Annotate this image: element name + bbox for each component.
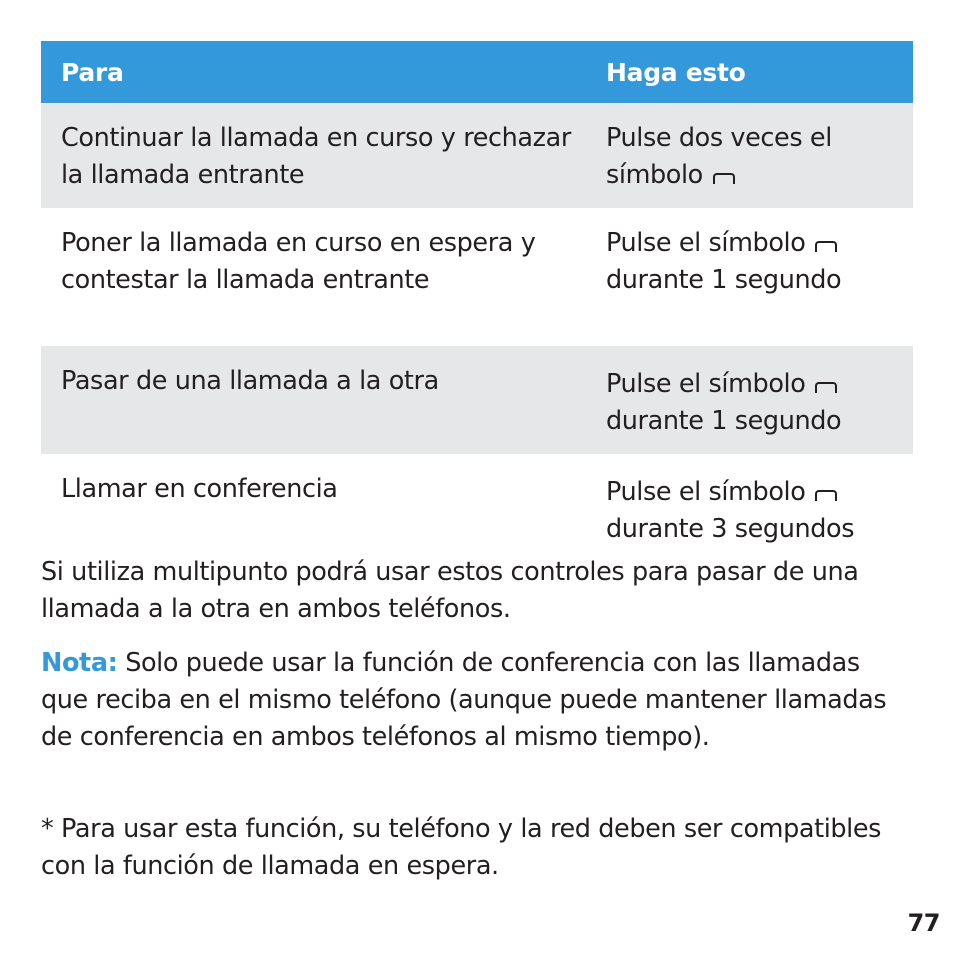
call-button-icon — [815, 490, 837, 501]
instruction-text: Pulse dos veces el símbolo — [606, 123, 832, 190]
note-label: Nota: — [41, 648, 118, 678]
row-instruction — [586, 346, 913, 454]
instruction-text: Pulse el símbolo — [606, 369, 806, 399]
row-action: Continuar la llamada en curso y rechazar la llamada entrante — [41, 103, 586, 208]
call-controls-table — [41, 41, 913, 562]
note-paragraph — [41, 645, 911, 756]
row-action: Pasar de una llamada a la otra — [41, 346, 586, 454]
table-row — [41, 454, 913, 562]
call-button-icon — [815, 241, 837, 252]
row-instruction — [586, 454, 913, 562]
note-text: Solo puede usar la función de conferencia con las llamadas que reciba en el mismo teléfono (aunque puede mantener llamadas de conferencia en ambos teléfonos al mismo tiempo). — [41, 648, 887, 752]
call-button-icon — [713, 173, 735, 184]
page-number: 77 — [907, 909, 940, 937]
instruction-text: Pulse el símbolo — [606, 477, 806, 507]
instruction-text: Pulse el símbolo — [606, 228, 806, 258]
row-action: Llamar en conferencia — [61, 474, 338, 504]
instruction-duration: durante 1 segundo — [606, 265, 842, 295]
header-haga-esto: Haga esto — [586, 41, 913, 103]
table-row — [41, 103, 913, 208]
row-action: Poner la llamada en curso en espera y contestar la llamada entrante — [61, 228, 536, 295]
instruction-duration: durante 1 segundo — [606, 406, 842, 436]
multipoint-paragraph: Si utiliza multipunto podrá usar estos controles para pasar de una llamada a la otra en ambos teléfonos. — [41, 557, 859, 624]
footnote: * Para usar esta función, su teléfono y la red deben ser compatibles con la función de llamada en espera. — [41, 814, 882, 881]
row-instruction — [586, 208, 913, 346]
table-row — [41, 346, 913, 454]
header-para: Para — [41, 41, 586, 103]
call-button-icon — [815, 382, 837, 393]
row-instruction — [586, 103, 913, 208]
table-row — [41, 208, 913, 346]
table-header-row — [41, 41, 913, 103]
instruction-duration: durante 3 segundos — [606, 514, 855, 544]
